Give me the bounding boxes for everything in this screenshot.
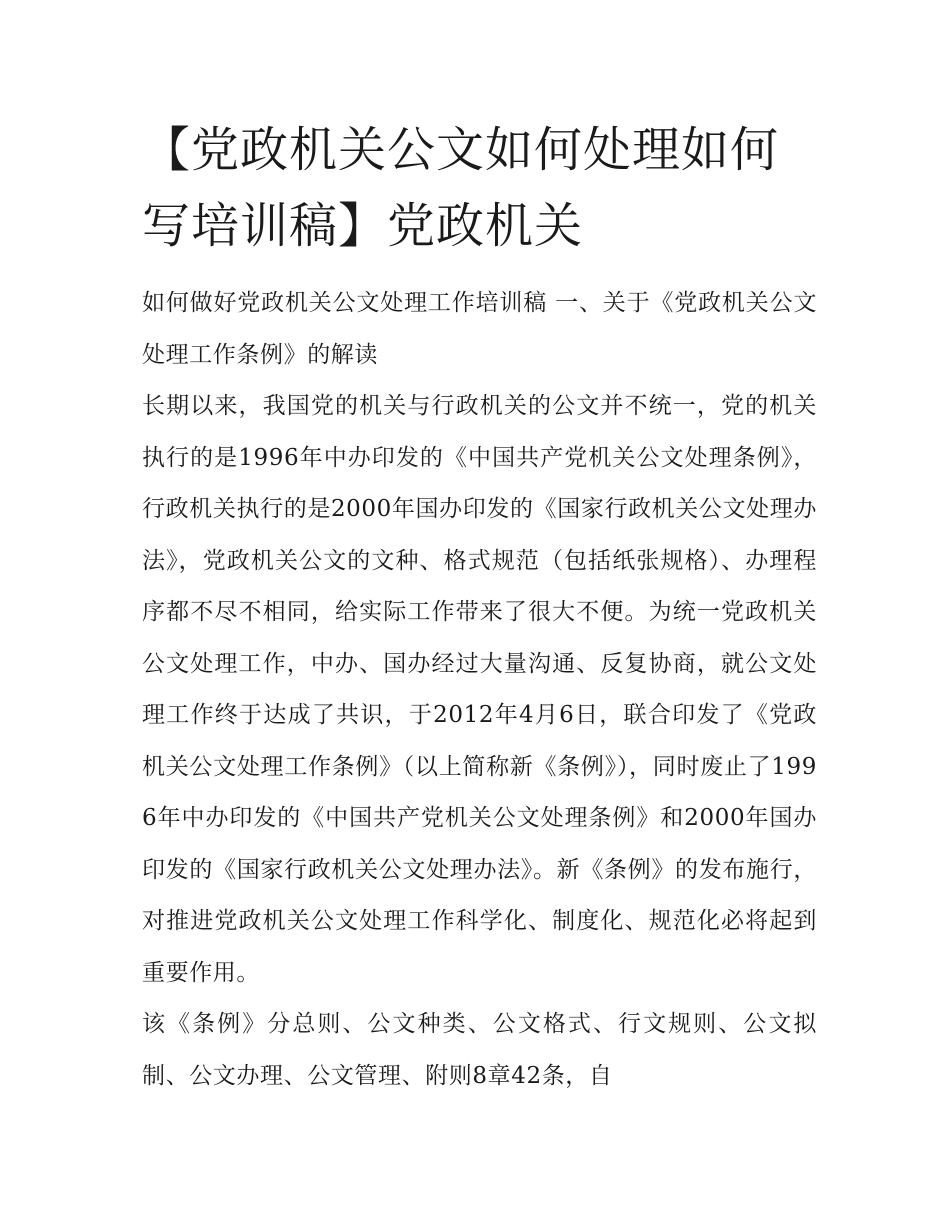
document-title: 【党政机关公文如何处理如何写培训稿】党政机关 [142,122,780,254]
intro-paragraph: 如何做好党政机关公文处理工作培训稿 一、关于《党政机关公文处理工作条例》的解读 [142,290,817,368]
background-paragraph: 长期以来，我国党的机关与行政机关的公文并不统一，党的机关执行的是1996年中办印发的《中国共产党机关公文处理条例》，行政机关执行的是2000年国办印发的《国家行政机关公文处理办法》，党政机关公文的文种、格式规范（包括纸张规格）、办理程序都不尽不相同，给实际工作带来了很大不便。为统一党政机关公文处理工作，中办、国办经过大量沟通、反复协商，就公文处理工作终于达成了共识，于2012年4月6日，联合印发了《党政机关公文处理工作条例》（以上简称新《条例》），同时废止了1996年中办印发的《中国共产党机关公文处理条例》和2000年国办印发的《国家行政机关公文处理办法》。新《条例》的发布施行，对推进党政机关公文处理工作科学化、制度化、规范化必将起到重要作用。 [142,393,817,986]
document-body [142,278,817,1102]
structure-paragraph: 该《条例》分总则、公文种类、公文格式、行文规则、公文拟制、公文办理、公文管理、附则8章42条，自 [142,1011,817,1089]
